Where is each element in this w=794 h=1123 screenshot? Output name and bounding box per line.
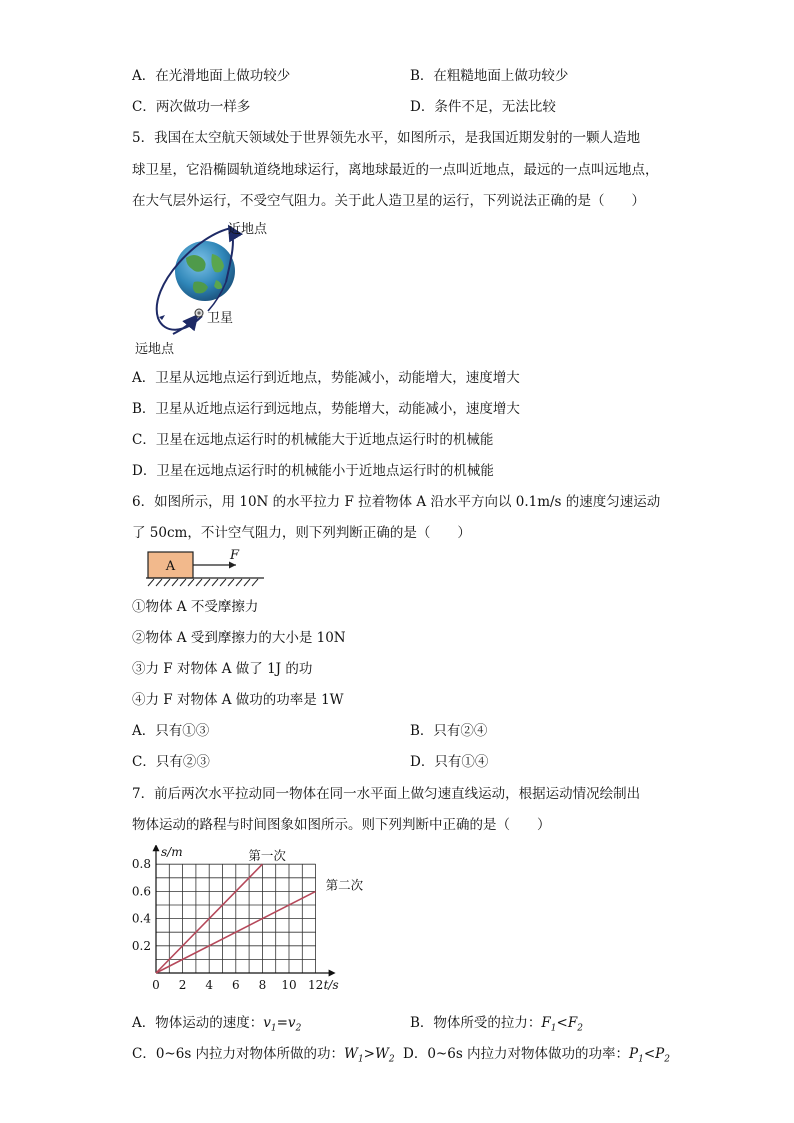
q6-statement-3: ③力 F 对物体 A 做了 1J 的功 xyxy=(132,661,313,677)
x-tick-label: 12 xyxy=(307,978,324,992)
y-tick-label: 0.6 xyxy=(131,884,151,899)
q5-stem-line2: 球卫星，它沿椭圆轨道绕地球运行，离地球最近的一点叫近地点，最远的一点叫远地点， xyxy=(132,162,659,178)
q7-option-c xyxy=(132,1045,395,1069)
q7-stem-line1: 7．前后两次水平拉动同一物体在同一水平面上做匀速直线运动，根据运动情况绘制出 xyxy=(132,786,641,802)
distance-time-chart xyxy=(128,845,368,1000)
x-tick-label: 4 xyxy=(205,978,214,992)
satellite-orbit-figure xyxy=(128,216,288,361)
series-label-2: 第二次 xyxy=(325,877,364,893)
q7-option-a xyxy=(132,1014,301,1038)
q7-option-c-prefix: C．0~6s 内拉力对物体所做的功： xyxy=(132,1046,345,1062)
q7-option-c-expr: $W_1>W_2$ xyxy=(344,1046,395,1065)
q4-option-b: B．在粗糙地面上做功较少 xyxy=(410,68,569,84)
q7-option-b-prefix: B．物体所受的拉力： xyxy=(410,1015,542,1031)
satellite-label: 卫星 xyxy=(207,311,234,326)
q7-option-a-expr: $v_1=v_2$ xyxy=(263,1015,302,1034)
y-tick-label: 0.8 xyxy=(131,857,151,872)
q7-option-b xyxy=(410,1014,583,1038)
ground-hatch xyxy=(148,579,258,586)
q5-option-c: C．卫星在远地点运行时的机械能大于近地点运行时的机械能 xyxy=(132,432,494,448)
y-axis-arrow-icon xyxy=(153,845,160,851)
x-tick-label: 10 xyxy=(281,978,297,992)
q7-stem-line2: 物体运动的路程与时间图象如图所示。则下列判断中正确的是（ ） xyxy=(132,817,551,833)
x-tick-label: 0 xyxy=(152,978,160,992)
q5-option-d: D．卫星在远地点运行时的机械能小于近地点运行时的机械能 xyxy=(132,463,494,479)
satellite-icon xyxy=(195,309,203,317)
perigee-label: 近地点 xyxy=(228,222,268,237)
q6-statement-4: ④力 F 对物体 A 做功的功率是 1W xyxy=(132,692,344,708)
q5-option-a: A．卫星从远地点运行到近地点，势能减小，动能增大，速度增大 xyxy=(132,370,520,386)
q4-option-a: A．在光滑地面上做功较少 xyxy=(132,68,291,84)
y-tick-label: 0.2 xyxy=(131,938,151,953)
force-label: F xyxy=(230,548,240,563)
series-label-1: 第一次 xyxy=(248,848,286,864)
earth-icon xyxy=(175,241,235,301)
y-tick-label: 0.4 xyxy=(131,911,151,926)
q5-option-b: B．卫星从近地点运行到远地点，势能增大，动能减小，速度增大 xyxy=(132,401,520,417)
q7-option-d-expr: $P_1<P_2$ xyxy=(629,1046,671,1065)
q7-option-d xyxy=(403,1045,670,1069)
x-tick-label: 6 xyxy=(231,978,240,992)
q5-stem-line3: 在大气层外运行，不受空气阻力。关于此人造卫星的运行，下列说法正确的是（ ） xyxy=(132,193,645,209)
q6-statement-2: ②物体 A 受到摩擦力的大小是 10N xyxy=(132,630,346,646)
x-axis-arrow-icon xyxy=(329,970,336,977)
q7-option-a-prefix: A．物体运动的速度： xyxy=(132,1015,264,1031)
x-axis-label: t/s xyxy=(323,978,339,992)
q6-stem-line2: 了 50cm，不计空气阻力，则下列判断正确的是（ ） xyxy=(132,525,471,541)
block-force-figure xyxy=(144,548,269,590)
q4-option-c: C．两次做功一样多 xyxy=(132,99,251,115)
x-tick-label: 2 xyxy=(178,978,187,992)
q7-option-b-expr: $F_1<F_2$ xyxy=(541,1015,583,1034)
q6-stem-line1: 6．如图所示，用 10N 的水平拉力 F 拉着物体 A 沿水平方向以 0.1m/s 的速度匀速运动 xyxy=(132,494,661,510)
q6-option-c: C．只有②③ xyxy=(132,754,210,770)
q6-option-a: A．只有①③ xyxy=(132,723,210,739)
q6-statement-1: ①物体 A 不受摩擦力 xyxy=(132,599,259,615)
q6-option-b: B．只有②④ xyxy=(410,723,488,739)
y-axis-label: s/m xyxy=(161,845,183,860)
q7-option-d-prefix: D．0~6s 内拉力对物体做功的功率： xyxy=(403,1046,630,1062)
q4-option-d: D．条件不足，无法比较 xyxy=(410,99,556,115)
block-a-label: A xyxy=(165,559,176,574)
q5-stem-line1: 5．我国在太空航天领域处于世界领先水平，如图所示，是我国近期发射的一颗人造地 xyxy=(132,130,641,146)
q6-option-d: D．只有①④ xyxy=(410,754,489,770)
x-tick-label: 8 xyxy=(258,978,267,992)
apogee-label: 远地点 xyxy=(135,342,175,357)
